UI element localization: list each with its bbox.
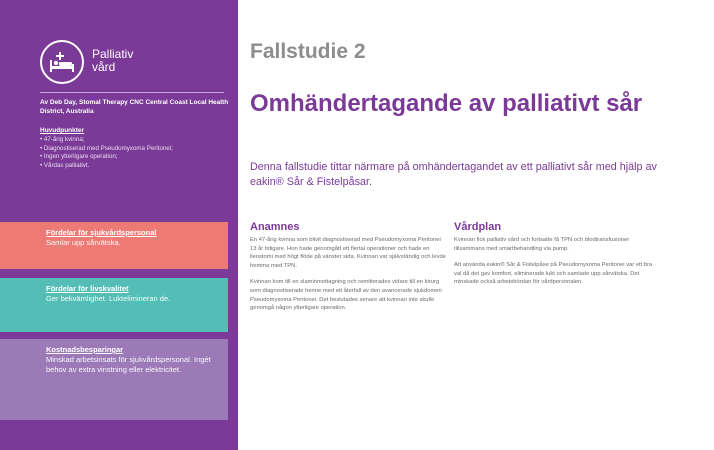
panel-title: Kostnadsbesparingar xyxy=(46,345,124,354)
key-point-item: • Ingen ytterligare operation; xyxy=(40,153,230,162)
logo-line-2: vård xyxy=(92,60,116,74)
anamnes-column xyxy=(250,236,446,321)
key-points-title: Huvudpunkter xyxy=(40,127,85,134)
key-points-list xyxy=(40,136,230,170)
key-point-item: • 47-årig kvinna; xyxy=(40,136,230,145)
logo-line-1: Palliativ xyxy=(92,47,134,61)
case-study-label: Fallstudie 2 xyxy=(250,40,366,63)
palliative-care-bed-icon xyxy=(40,40,84,84)
benefit-panel-cost-savings xyxy=(0,339,228,420)
page-title: Omhändertagande av palliativt sår xyxy=(250,90,643,117)
author-credit: Av Deb Day, Stomal Therapy CNC Central Coast Local Health District, Australia xyxy=(40,99,229,115)
panel-body: Ger bekvämlighet. Luktelimineran de. xyxy=(46,294,171,303)
key-point-item: • Diagnostiserad med Pseudomyxoma Peritonei; xyxy=(40,145,230,154)
anamnes-paragraph: Kvinnan kom till en slaminmottagning och remitterades vidare till en kirurg som diagnostiserade henne med ett återfall av den avancerade sjukdomen Pseudomyxoma Peritonei. Det beslutades senare att kvinnan inte skulle genomgå någon ytterligare operation. xyxy=(250,279,442,312)
sidebar-divider xyxy=(40,92,224,93)
benefit-panel-quality-of-life xyxy=(0,278,228,332)
vardplan-paragraph: Kvinnan fick palliativ vård och fortsatte få TPN och blodtransfusioner tillsammans med smärtbehandling via pump. xyxy=(454,237,630,252)
panel-body: Samlar upp sårvätska. xyxy=(46,238,121,247)
anamnes-paragraph: En 47-årig kvinna som blivit diagnostiserad med Pseudomyxoma Peritonei 13 år tidigare. Hon hade genomgått ett flertal operationer och hade en ileostomi med högt flöde på vänster sida. Kvinnan var självständig och levde hemma med TPN. xyxy=(250,237,446,269)
panel-title: Fördelar för sjukvårdspersonal xyxy=(46,228,157,237)
vardplan-paragraph: Att använda eakin® Sår & Fistelpåse på Pseudomyxoma Peritonei var ett bra val då det gav komfort, eliminerade lukt och samlade upp sårvätska. Det minskade också arbetsbördan för vårdpersonalen. xyxy=(454,262,653,286)
anamnes-heading: Anamnes xyxy=(250,221,300,233)
panel-title: Fördelar för livskvalitet xyxy=(46,284,129,293)
intro-text: Denna fallstudie tittar närmare på omhändertagandet av ett palliativt sår med hjälp av eakin® Sår & Fistelpåsar. xyxy=(250,161,657,188)
key-point-item: • Vårdas palliativt. xyxy=(40,162,230,171)
vardplan-column xyxy=(454,236,654,295)
logo-title xyxy=(92,48,133,74)
benefit-panel-healthcare xyxy=(0,222,228,269)
vardplan-heading: Vårdplan xyxy=(454,221,502,233)
panel-body: Minskad arbetsinsats för sjukvårdspersonal. Ingét behov av extra vinstning eller elektricitet. xyxy=(46,355,211,374)
